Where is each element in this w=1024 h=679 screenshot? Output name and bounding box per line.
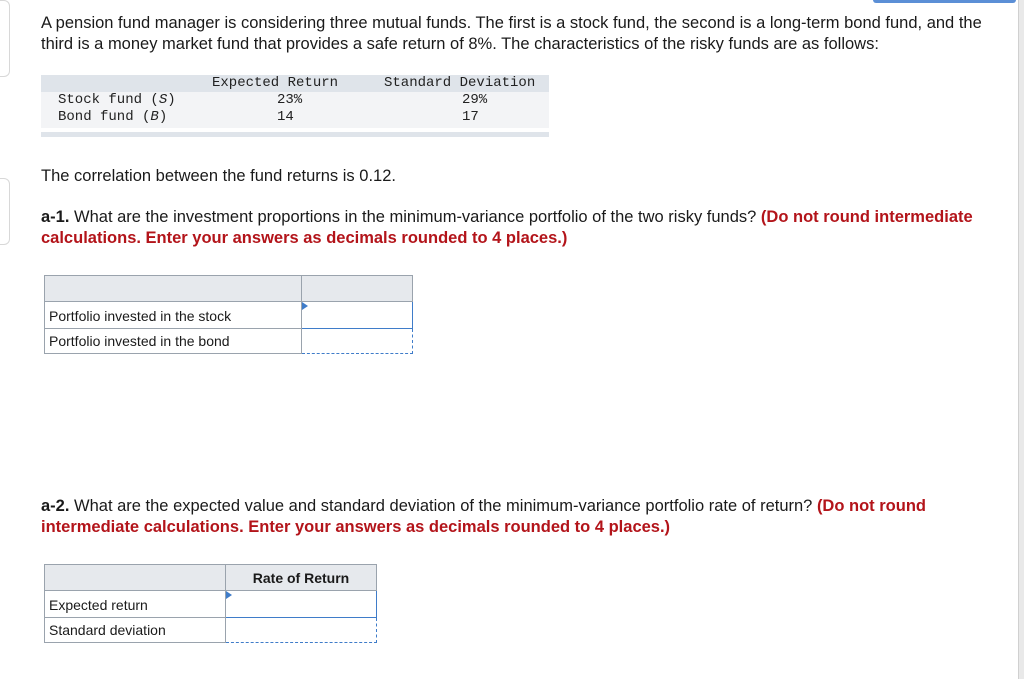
fund-row-stock — [41, 92, 549, 109]
a2-header-blank — [45, 565, 226, 591]
stock-proportion-input[interactable] — [302, 302, 413, 329]
a1-row-label-stock: Portfolio invested in the stock — [45, 302, 302, 329]
question-a2-note: (Do not round intermediate calculations. Enter your answers as decimals rounded to 4 places.) — [41, 497, 926, 536]
top-accent-bar — [873, 0, 1016, 3]
left-edge-tab-bottom — [0, 178, 10, 245]
expected-return-input[interactable] — [226, 591, 377, 618]
question-a1-number: a-1. — [41, 208, 70, 226]
col-standard-deviation: Standard Deviation — [384, 75, 536, 91]
question-a2 — [41, 496, 1006, 538]
bond-proportion-input[interactable] — [302, 329, 413, 354]
correlation-text: The correlation between the fund returns is 0.12. — [41, 167, 396, 185]
left-edge-tab-top — [0, 0, 10, 77]
answer-table-a2 — [44, 564, 377, 643]
scrollbar[interactable] — [1018, 0, 1024, 679]
fund-expected-return: 23% — [277, 92, 303, 108]
fund-standard-deviation: 29% — [462, 92, 488, 108]
question-a1 — [41, 207, 1006, 249]
fund-table-header — [41, 75, 549, 92]
col-expected-return: Expected Return — [212, 75, 339, 91]
a2-row-label-expected: Expected return — [45, 591, 226, 618]
fund-name: Stock fund (S) — [58, 92, 176, 108]
a2-row-label-sd: Standard deviation — [45, 618, 226, 643]
problem-intro: A pension fund manager is considering three mutual funds. The first is a stock fund, the second is a long-term bond fund, and the third is a money market fund that provides a safe return of 8%. The characteristics of the risky funds are as follows: — [41, 14, 982, 53]
fund-expected-return: 14 — [277, 109, 294, 125]
input-marker-icon — [302, 302, 308, 310]
a1-header-blank-2 — [302, 276, 413, 302]
question-a1-text: What are the investment proportions in the minimum-variance portfolio of the two risky funds? — [69, 208, 761, 226]
fund-standard-deviation: 17 — [462, 109, 479, 125]
fund-table-footer — [41, 132, 549, 137]
input-marker-icon — [226, 591, 232, 599]
question-a2-text: What are the expected value and standard deviation of the minimum-variance portfolio rate of return? — [69, 497, 817, 515]
answer-table-a1 — [44, 275, 413, 354]
fund-name: Bond fund (B) — [58, 109, 168, 125]
question-a2-number: a-2. — [41, 497, 70, 515]
fund-characteristics-table — [41, 75, 549, 137]
a1-row-label-bond: Portfolio invested in the bond — [45, 329, 302, 354]
rate-of-return-header: Rate of Return — [226, 565, 377, 591]
fund-row-bond — [41, 109, 549, 126]
a1-header-blank — [45, 276, 302, 302]
question-a1-note: (Do not round intermediate calculations. Enter your answers as decimals rounded to 4 places.) — [41, 208, 973, 247]
standard-deviation-input[interactable] — [226, 618, 377, 643]
